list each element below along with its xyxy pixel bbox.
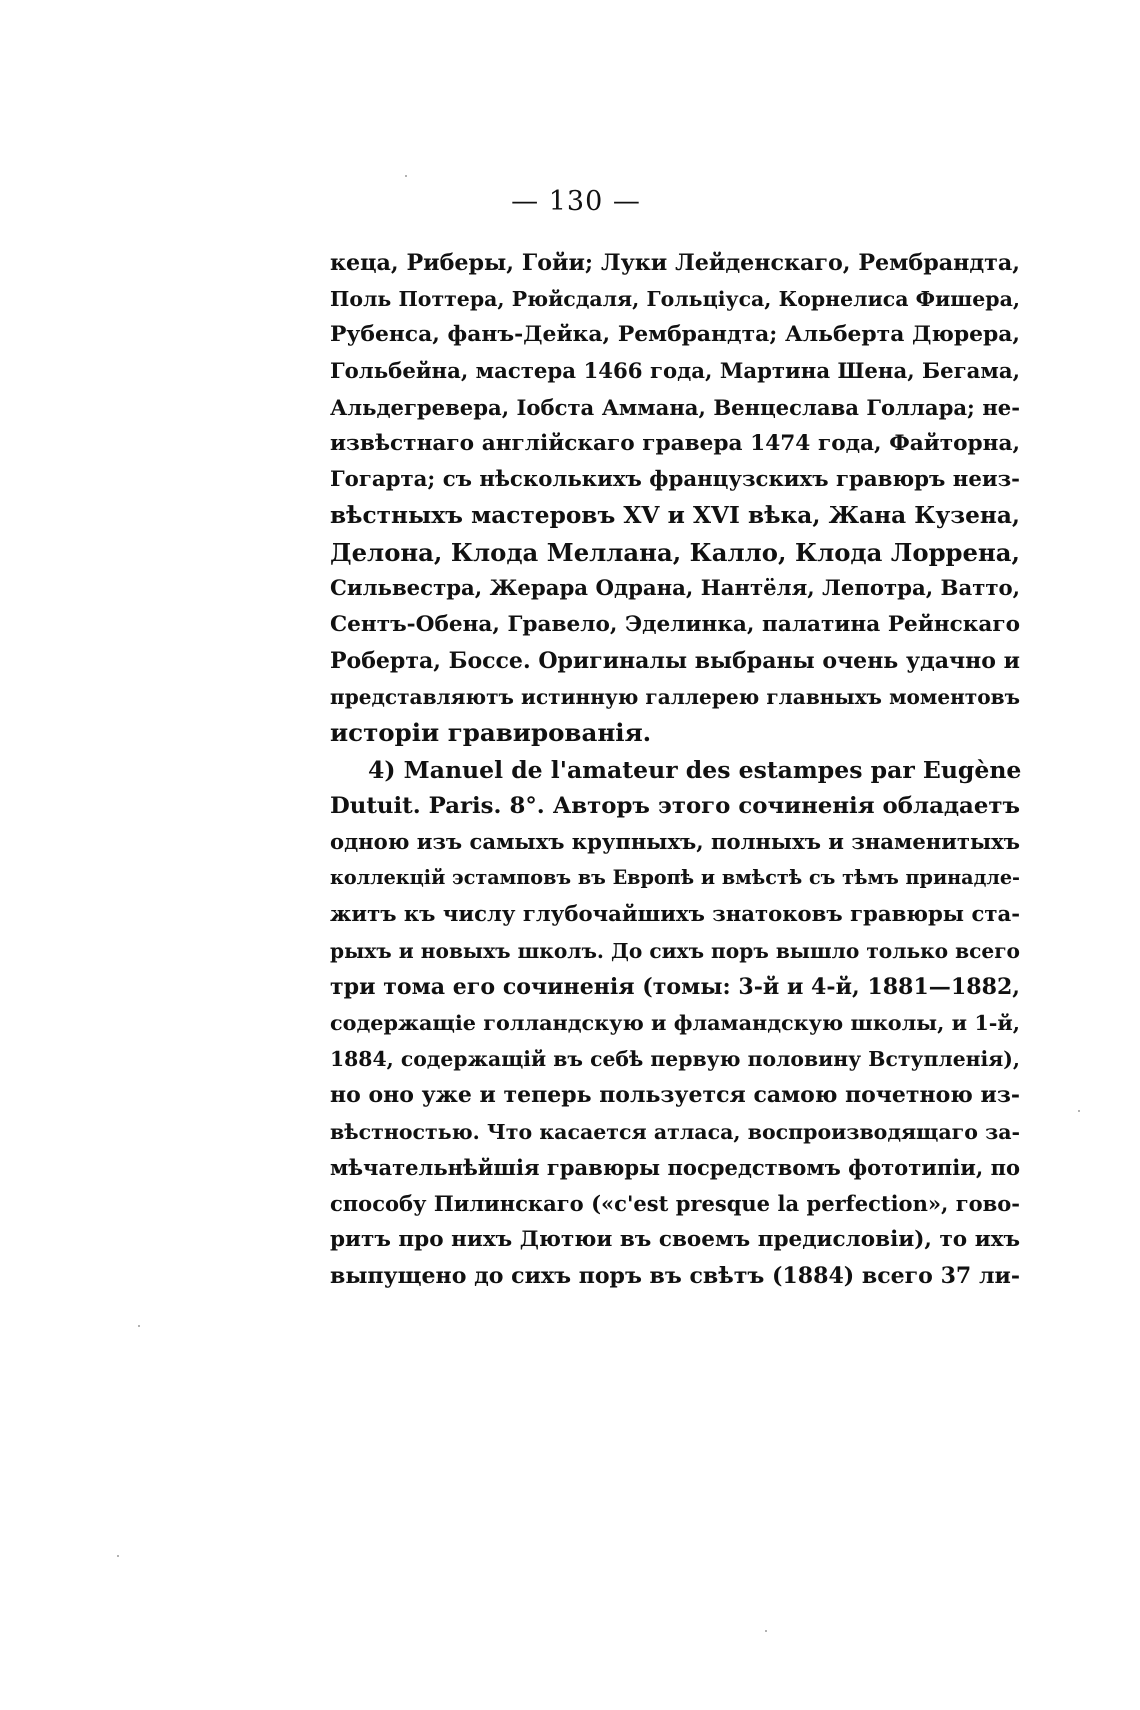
text-line: Dutuit. Paris. 8°. Авторъ этого сочиненія обладаетъ bbox=[330, 792, 1020, 819]
text-line: Роберта, Боссе. Оригиналы выбраны очень удачно и bbox=[330, 648, 1020, 675]
scan-speck bbox=[765, 1630, 767, 1632]
text-line: представляютъ истинную галлерею главныхъ моментовъ bbox=[330, 685, 1020, 710]
scan-speck bbox=[405, 175, 407, 177]
text-line: коллекцій эстамповъ въ Европѣ и вмѣстѣ съ тѣмъ принадле- bbox=[330, 866, 1020, 890]
body-text bbox=[330, 245, 1020, 1294]
page-number: — 130 — bbox=[511, 186, 641, 217]
text-line: но оно уже и теперь пользуется самою почетною из- bbox=[330, 1082, 1020, 1109]
text-line: вѣстныхъ мастеровъ XV и XVI вѣка, Жана Кузена, bbox=[330, 502, 1020, 530]
text-line: одною изъ самыхъ крупныхъ, полныхъ и знаменитыхъ bbox=[330, 829, 1020, 854]
text-line: выпущено до сихъ поръ въ свѣтъ (1884) всего 37 ли- bbox=[330, 1263, 1020, 1290]
text-line: Рубенса, фанъ-Дейка, Рембрандта; Альберта Дюрера, bbox=[330, 322, 1020, 348]
text-line: кеца, Риберы, Гойи; Луки Лейденскаго, Рембрандта, bbox=[330, 250, 1020, 276]
text-line: рыхъ и новыхъ школъ. До сихъ поръ вышло только всего bbox=[330, 938, 1020, 963]
text-line: мѣчательнѣйшія гравюры посредствомъ фототипіи, по bbox=[330, 1154, 1020, 1180]
text-line: ритъ про нихъ Дютюи въ своемъ предисловіи), то ихъ bbox=[330, 1227, 1020, 1253]
text-line: способу Пилинскаго («c'est presque la perfection», гово- bbox=[330, 1190, 1020, 1216]
text-line: житъ къ числу глубочайшихъ знатоковъ гравюры ста- bbox=[330, 901, 1020, 927]
scan-speck bbox=[1078, 1110, 1080, 1112]
scan-speck bbox=[117, 1555, 119, 1557]
text-line: Гольбейна, мастера 1466 года, Мартина Шена, Бегама, bbox=[330, 358, 1020, 384]
text-line: Делона, Клода Меллана, Калло, Клода Лоррена, bbox=[330, 537, 1020, 567]
text-line: Поль Поттера, Рюйсдаля, Гольціуса, Корнелиса Фишера, bbox=[330, 287, 1020, 312]
text-line: 4) Manuel de l'amateur des estampes par Eugène bbox=[368, 755, 1022, 784]
text-line: извѣстнаго англійскаго гравера 1474 года, Файторна, bbox=[330, 430, 1020, 456]
text-line: исторіи гравированія. bbox=[330, 718, 652, 748]
text-line: Гогарта; съ нѣсколькихъ французскихъ гравюръ неиз- bbox=[330, 467, 1020, 493]
text-line: Сентъ-Обена, Гравело, Эделинка, палатина Рейнскаго bbox=[330, 611, 1020, 637]
text-line: вѣстностью. Что касается атласа, воспроизводящаго за- bbox=[330, 1119, 1020, 1144]
text-line: Сильвестра, Жерара Одрана, Нантёля, Лепотра, Ватто, bbox=[330, 575, 1020, 601]
scan-speck bbox=[138, 1325, 140, 1327]
text-line: 1884, содержащій въ себѣ первую половину Вступленія), bbox=[330, 1047, 1020, 1072]
text-line: Альдегревера, Іобста Аммана, Венцеслава Голлара; не- bbox=[330, 394, 1020, 420]
text-line: содержащіе голландскую и фламандскую школы, и 1-й, bbox=[330, 1010, 1020, 1035]
text-line: три тома его сочиненія (томы: 3-й и 4-й, 1881—1882, bbox=[330, 973, 1020, 1000]
